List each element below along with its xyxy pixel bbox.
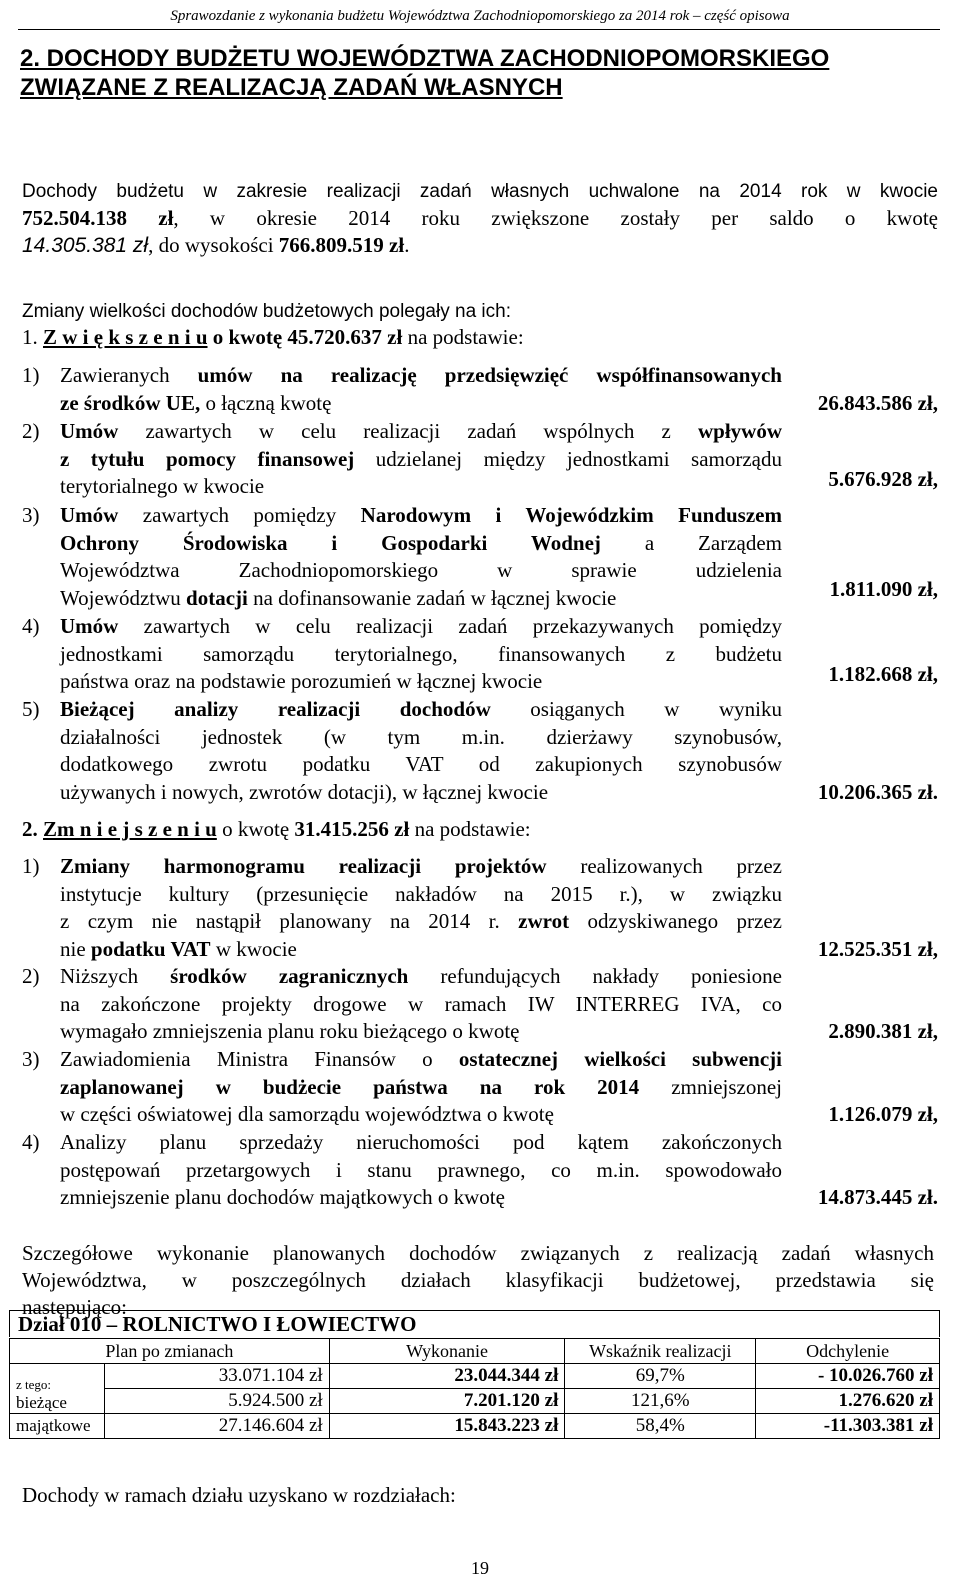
item-text: udzielanej między jednostkami samorządu <box>354 446 782 471</box>
item-line <box>60 963 782 991</box>
detail-paragraph <box>22 1240 934 1321</box>
item-line <box>60 1046 782 1074</box>
item-bold-text: Umów <box>60 614 119 638</box>
item-bold-text: Umów <box>60 503 119 527</box>
item-bold-text: zaplanowanej w budżecie państwa na rok 2014 <box>60 1074 640 1099</box>
item-line <box>60 502 782 530</box>
item-text: osiąganych w wyniku <box>490 697 782 721</box>
section-title-line-2: ZWIĄZANE Z REALIZACJĄ ZADAŃ WŁASNYCH <box>20 74 563 101</box>
section-title-line-1: 2. DOCHODY BUDŻETU WOJEWÓDZTWA ZACHODNIOPOMORSKIEGO <box>20 45 830 72</box>
item-bold-text: ostatecznej wielkości subwencji <box>458 1047 783 1071</box>
item-text: Województwu <box>60 585 187 610</box>
item-text: nie <box>60 936 91 961</box>
item-text: Niższych <box>60 964 171 988</box>
item-line: Województwa Zachodniopomorskiego w sprawie udzielenia <box>60 558 782 582</box>
item-bold-text: umów na realizację przedsięwzięć współfinansowanych <box>197 363 782 387</box>
table-row <box>10 1364 940 1389</box>
item-number: 4) <box>22 614 40 638</box>
item-line: działalności jednostek (w tym m.in. dzierżawy szynobusów, <box>60 724 782 749</box>
decrease-num: 2. <box>22 817 43 841</box>
item-line <box>60 696 782 724</box>
item-text: Zawiadomienia Ministra Finansów o <box>60 1047 459 1071</box>
budget-table <box>9 1338 940 1439</box>
detail-line-3: następująco: <box>22 1295 127 1319</box>
item-amount: 1.811.090 zł, <box>829 577 938 601</box>
item-line: w części oświatowej dla samorządu województwa o kwotę <box>60 1102 554 1126</box>
item-amount: 2.890.381 zł, <box>828 1019 938 1043</box>
decrease-word: Zm n i e j s z e n i u <box>43 817 217 841</box>
item-amount: 26.843.586 zł, <box>817 390 938 415</box>
intro-line-1: Dochody budżetu w zakresie realizacji zadań własnych uchwalone na 2014 rok w kwocie <box>22 181 938 202</box>
initial-amount: 752.504.138 zł <box>22 206 174 230</box>
final-amount: 766.809.519 zł <box>278 233 405 257</box>
decrease-tail: na podstawie: <box>409 817 531 841</box>
cell-wskaznik: 69,7% <box>565 1364 756 1389</box>
item-amount: 1.126.079 zł, <box>828 1102 938 1126</box>
item-line <box>60 446 782 474</box>
item-bold-text: środków zagranicznych <box>170 964 409 988</box>
item-amount: 1.182.668 zł, <box>828 662 938 686</box>
cell-odchylenie: -11.303.381 zł <box>756 1414 940 1439</box>
label-biezace: bieżące <box>16 1393 67 1412</box>
item-number: 1) <box>22 854 40 878</box>
cell-wykonanie: 15.843.223 zł <box>329 1414 565 1439</box>
decrease-total: 31.415.256 zł <box>294 817 410 841</box>
item-text: zawartych w celu realizacji zadań wspólnych z <box>118 419 698 443</box>
cell-plan: 5.924.500 zł <box>104 1389 329 1414</box>
item-text: refundujących nakłady poniesione <box>408 964 782 988</box>
item-number: 5) <box>22 697 40 721</box>
section-title <box>20 44 940 102</box>
item-text: realizowanych przez <box>546 854 782 878</box>
item-text: Zawieranych <box>60 363 198 387</box>
cell-odchylenie: - 10.026.760 zł <box>756 1364 940 1389</box>
item-number: 1) <box>22 363 40 387</box>
item-bold-text: podatku VAT <box>90 936 211 961</box>
intro-line-3 <box>22 232 938 259</box>
item-line <box>60 362 782 390</box>
cell-odchylenie: 1.276.620 zł <box>756 1389 940 1414</box>
item-bold-text: zwrot <box>518 909 570 933</box>
changes-title: Zmiany wielkości dochodów budżetowych polegały na ich: <box>22 301 511 322</box>
item-text: w kwocie <box>210 936 297 961</box>
table-header-row <box>10 1339 940 1364</box>
increase-tail: na podstawie: <box>402 325 524 349</box>
increase-num: 1. <box>22 325 43 349</box>
detail-line-1: Szczegółowe wykonanie planowanych dochodów związanych z realizacją zadań własnych <box>22 1241 934 1265</box>
intro-line-2 <box>22 205 938 232</box>
item-text: a Zarządem <box>600 530 782 555</box>
item-text: na dofinansowanie zadań w łącznej kwocie <box>247 585 617 610</box>
item-bold-text: Zmiany harmonogramu realizacji projektów <box>60 854 547 878</box>
table-caption: Dział 010 – ROLNICTWO I ŁOWIECTWO <box>9 1310 940 1337</box>
item-line: państwa oraz na podstawie porozumień w łącznej kwocie <box>60 669 543 693</box>
item-text: zmniejszonej <box>639 1074 782 1099</box>
cell-wykonanie: 23.044.344 zł <box>329 1364 565 1389</box>
table-row <box>10 1389 940 1414</box>
decrease-heading <box>22 816 938 843</box>
item-amount: 12.525.351 zł, <box>817 937 938 961</box>
item-amount: 5.676.928 zł, <box>828 467 938 491</box>
item-number: 3) <box>22 1047 40 1071</box>
item-line <box>60 585 782 613</box>
item-line: dodatkowego zwrotu podatku VAT od zakupionych szynobusów <box>60 752 782 776</box>
header-wskaznik: Wskaźnik realizacji <box>565 1339 756 1364</box>
item-line: postępowań przetargowych i stanu prawnego, co m.in. spowodowało <box>60 1157 782 1182</box>
item-text: zawartych w celu realizacji zadań przekazywanych pomiędzy <box>118 614 782 638</box>
cell-wskaznik: 58,4% <box>565 1414 756 1439</box>
intro-line-3-text: , do wysokości <box>148 233 279 257</box>
item-bold-text: dotacji <box>186 585 248 610</box>
item-bold-text: z tytułu pomocy finansowej <box>60 446 355 471</box>
item-text: z czym nie nastąpił planowany na 2014 r. <box>60 909 519 933</box>
item-amount: 10.206.365 zł. <box>817 780 938 804</box>
item-number: 4) <box>22 1130 40 1154</box>
page-number: 19 <box>471 1558 489 1578</box>
header-wykonanie: Wykonanie <box>329 1339 565 1364</box>
item-line <box>60 1074 782 1102</box>
item-line <box>60 418 782 446</box>
detail-line-2: Województwa, w poszczególnych działach klasyfikacji budżetowej, przedstawia się <box>22 1268 934 1292</box>
cell-plan: 27.146.604 zł <box>104 1414 329 1439</box>
item-bold-text: ze środków UE, <box>60 390 201 415</box>
item-text: o łączną kwotę <box>200 390 332 415</box>
item-line: terytorialnego w kwocie <box>60 474 265 498</box>
item-line <box>60 908 782 936</box>
increase-word: Z w i ę k s z e n i u <box>43 325 208 349</box>
item-line <box>60 936 782 964</box>
increase-amount: 14.305.381 zł <box>22 234 149 257</box>
item-line: używanych i nowych, zwrotów dotacji), w łącznej kwocie <box>60 779 549 804</box>
label-majatkowe: majątkowe <box>10 1414 105 1439</box>
intro-line-2-text: , w okresie 2014 roku zwiększone zostały per saldo o kwotę <box>173 206 939 230</box>
header-odchylenie: Odchylenie <box>756 1339 940 1364</box>
item-number: 2) <box>22 419 40 443</box>
cell-wskaznik: 121,6% <box>565 1389 756 1414</box>
item-bold-text: Umów <box>60 419 119 443</box>
item-text: zawartych pomiędzy <box>118 503 361 527</box>
item-bold-text: Bieżącej analizy realizacji dochodów <box>60 697 491 721</box>
item-bold-text: wpływów <box>697 419 782 443</box>
intro-paragraph <box>22 178 938 259</box>
table-row <box>10 1414 940 1439</box>
header-rule <box>18 29 940 30</box>
increase-total: o kwotę 45.720.637 zł <box>207 325 403 349</box>
item-line: jednostkami samorządu terytorialnego, finansowanych z budżetu <box>60 641 782 666</box>
item-text: odzyskiwanego przez <box>569 909 782 933</box>
intro-line-3-end: . <box>404 233 410 257</box>
item-line: wymagało zmniejszenia planu roku bieżącego o kwotę <box>60 1019 520 1043</box>
item-line <box>60 853 782 881</box>
running-header: Sprawozdanie z wykonania budżetu Województwa Zachodniopomorskiego za 2014 rok – część opisowa <box>170 8 790 24</box>
item-line <box>60 613 782 641</box>
item-line <box>60 530 782 558</box>
after-table-text: Dochody w ramach działu uzyskano w rozdziałach: <box>22 1483 456 1507</box>
item-line: na zakończone projekty drogowe w ramach IW INTERREG IVA, co <box>60 991 782 1016</box>
decrease-mid: o kwotę <box>216 817 295 841</box>
row-label-cell <box>10 1364 105 1414</box>
item-line: instytucje kultury (przesunięcie nakładów na 2015 r.), w związku <box>60 881 782 906</box>
cell-plan: 33.071.104 zł <box>104 1364 329 1389</box>
item-amount: 14.873.445 zł. <box>817 1185 938 1209</box>
item-bold-text: Narodowym i Wojewódzkim Funduszem <box>360 503 782 527</box>
header-plan: Plan po zmianach <box>10 1339 330 1364</box>
item-line <box>60 390 782 418</box>
item-line: Analizy planu sprzedaży nieruchomości pod kątem zakończonych <box>60 1130 782 1154</box>
item-line: zmniejszenie planu dochodów majątkowych o kwotę <box>60 1185 505 1209</box>
item-number: 2) <box>22 964 40 988</box>
label-z-tego: z tego: <box>16 1377 52 1392</box>
item-bold-text: Ochrony Środowiska i Gospodarki Wodnej <box>60 530 601 555</box>
increase-heading <box>22 324 938 351</box>
cell-wykonanie: 7.201.120 zł <box>329 1389 565 1414</box>
item-number: 3) <box>22 503 40 527</box>
